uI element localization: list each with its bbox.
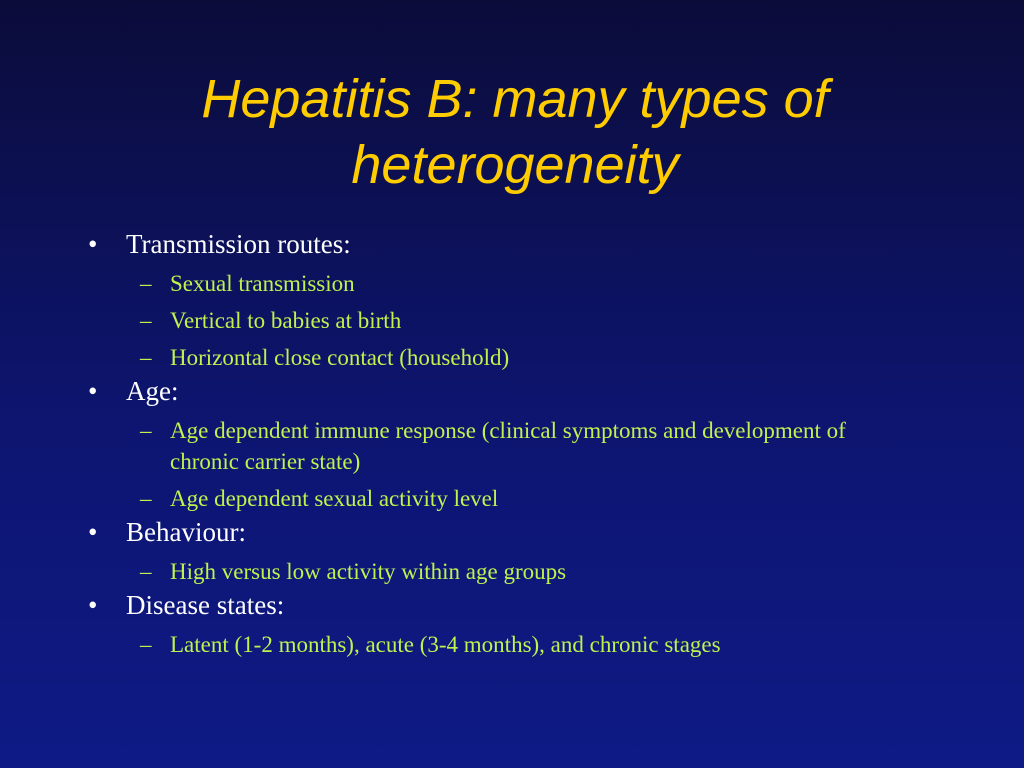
sub-dash: – (140, 418, 152, 443)
bullet-item (88, 373, 1024, 409)
bullet-label: Behaviour: (126, 517, 246, 547)
sub-item (140, 556, 870, 587)
sub-dash: – (140, 308, 152, 333)
section-disease-states (0, 587, 1024, 660)
sub-dash: – (140, 345, 152, 370)
sub-dash: – (140, 271, 152, 296)
sub-item-text: Latent (1-2 months), acute (3-4 months), and chronic stages (170, 632, 721, 657)
sub-item (140, 268, 870, 299)
bullet-dot: • (88, 590, 98, 620)
sub-item (140, 629, 870, 660)
sub-dash: – (140, 486, 152, 511)
sub-item (140, 342, 870, 373)
sub-item-text: Age dependent sexual activity level (170, 486, 499, 511)
section-age (0, 373, 1024, 514)
sub-dash: – (140, 559, 152, 584)
bullet-dot: • (88, 229, 98, 259)
sub-item-text: Age dependent immune response (clinical symptoms and development of chronic carrier state) (170, 418, 846, 474)
bullet-dot: • (88, 517, 98, 547)
bullet-label: Age: (126, 376, 179, 406)
bullet-label: Transmission routes: (126, 229, 351, 259)
sub-item (140, 415, 870, 477)
section-behaviour (0, 514, 1024, 587)
bullet-item (88, 587, 1024, 623)
sub-item-text: Vertical to babies at birth (170, 308, 402, 333)
sub-item (140, 483, 870, 514)
bullet-label: Disease states: (126, 590, 285, 620)
sub-item-text: High versus low activity within age groups (170, 559, 567, 584)
bullet-dot: • (88, 376, 98, 406)
sub-item (140, 305, 870, 336)
sub-item-text: Horizontal close contact (household) (170, 345, 510, 370)
bullet-item (88, 514, 1024, 550)
section-transmission (0, 226, 1024, 373)
sub-dash: – (140, 632, 152, 657)
sub-item-text: Sexual transmission (170, 271, 355, 296)
slide-body (0, 226, 1024, 660)
bullet-item (88, 226, 1024, 262)
slide-title: Hepatitis B: many types of heterogeneity (201, 69, 829, 195)
